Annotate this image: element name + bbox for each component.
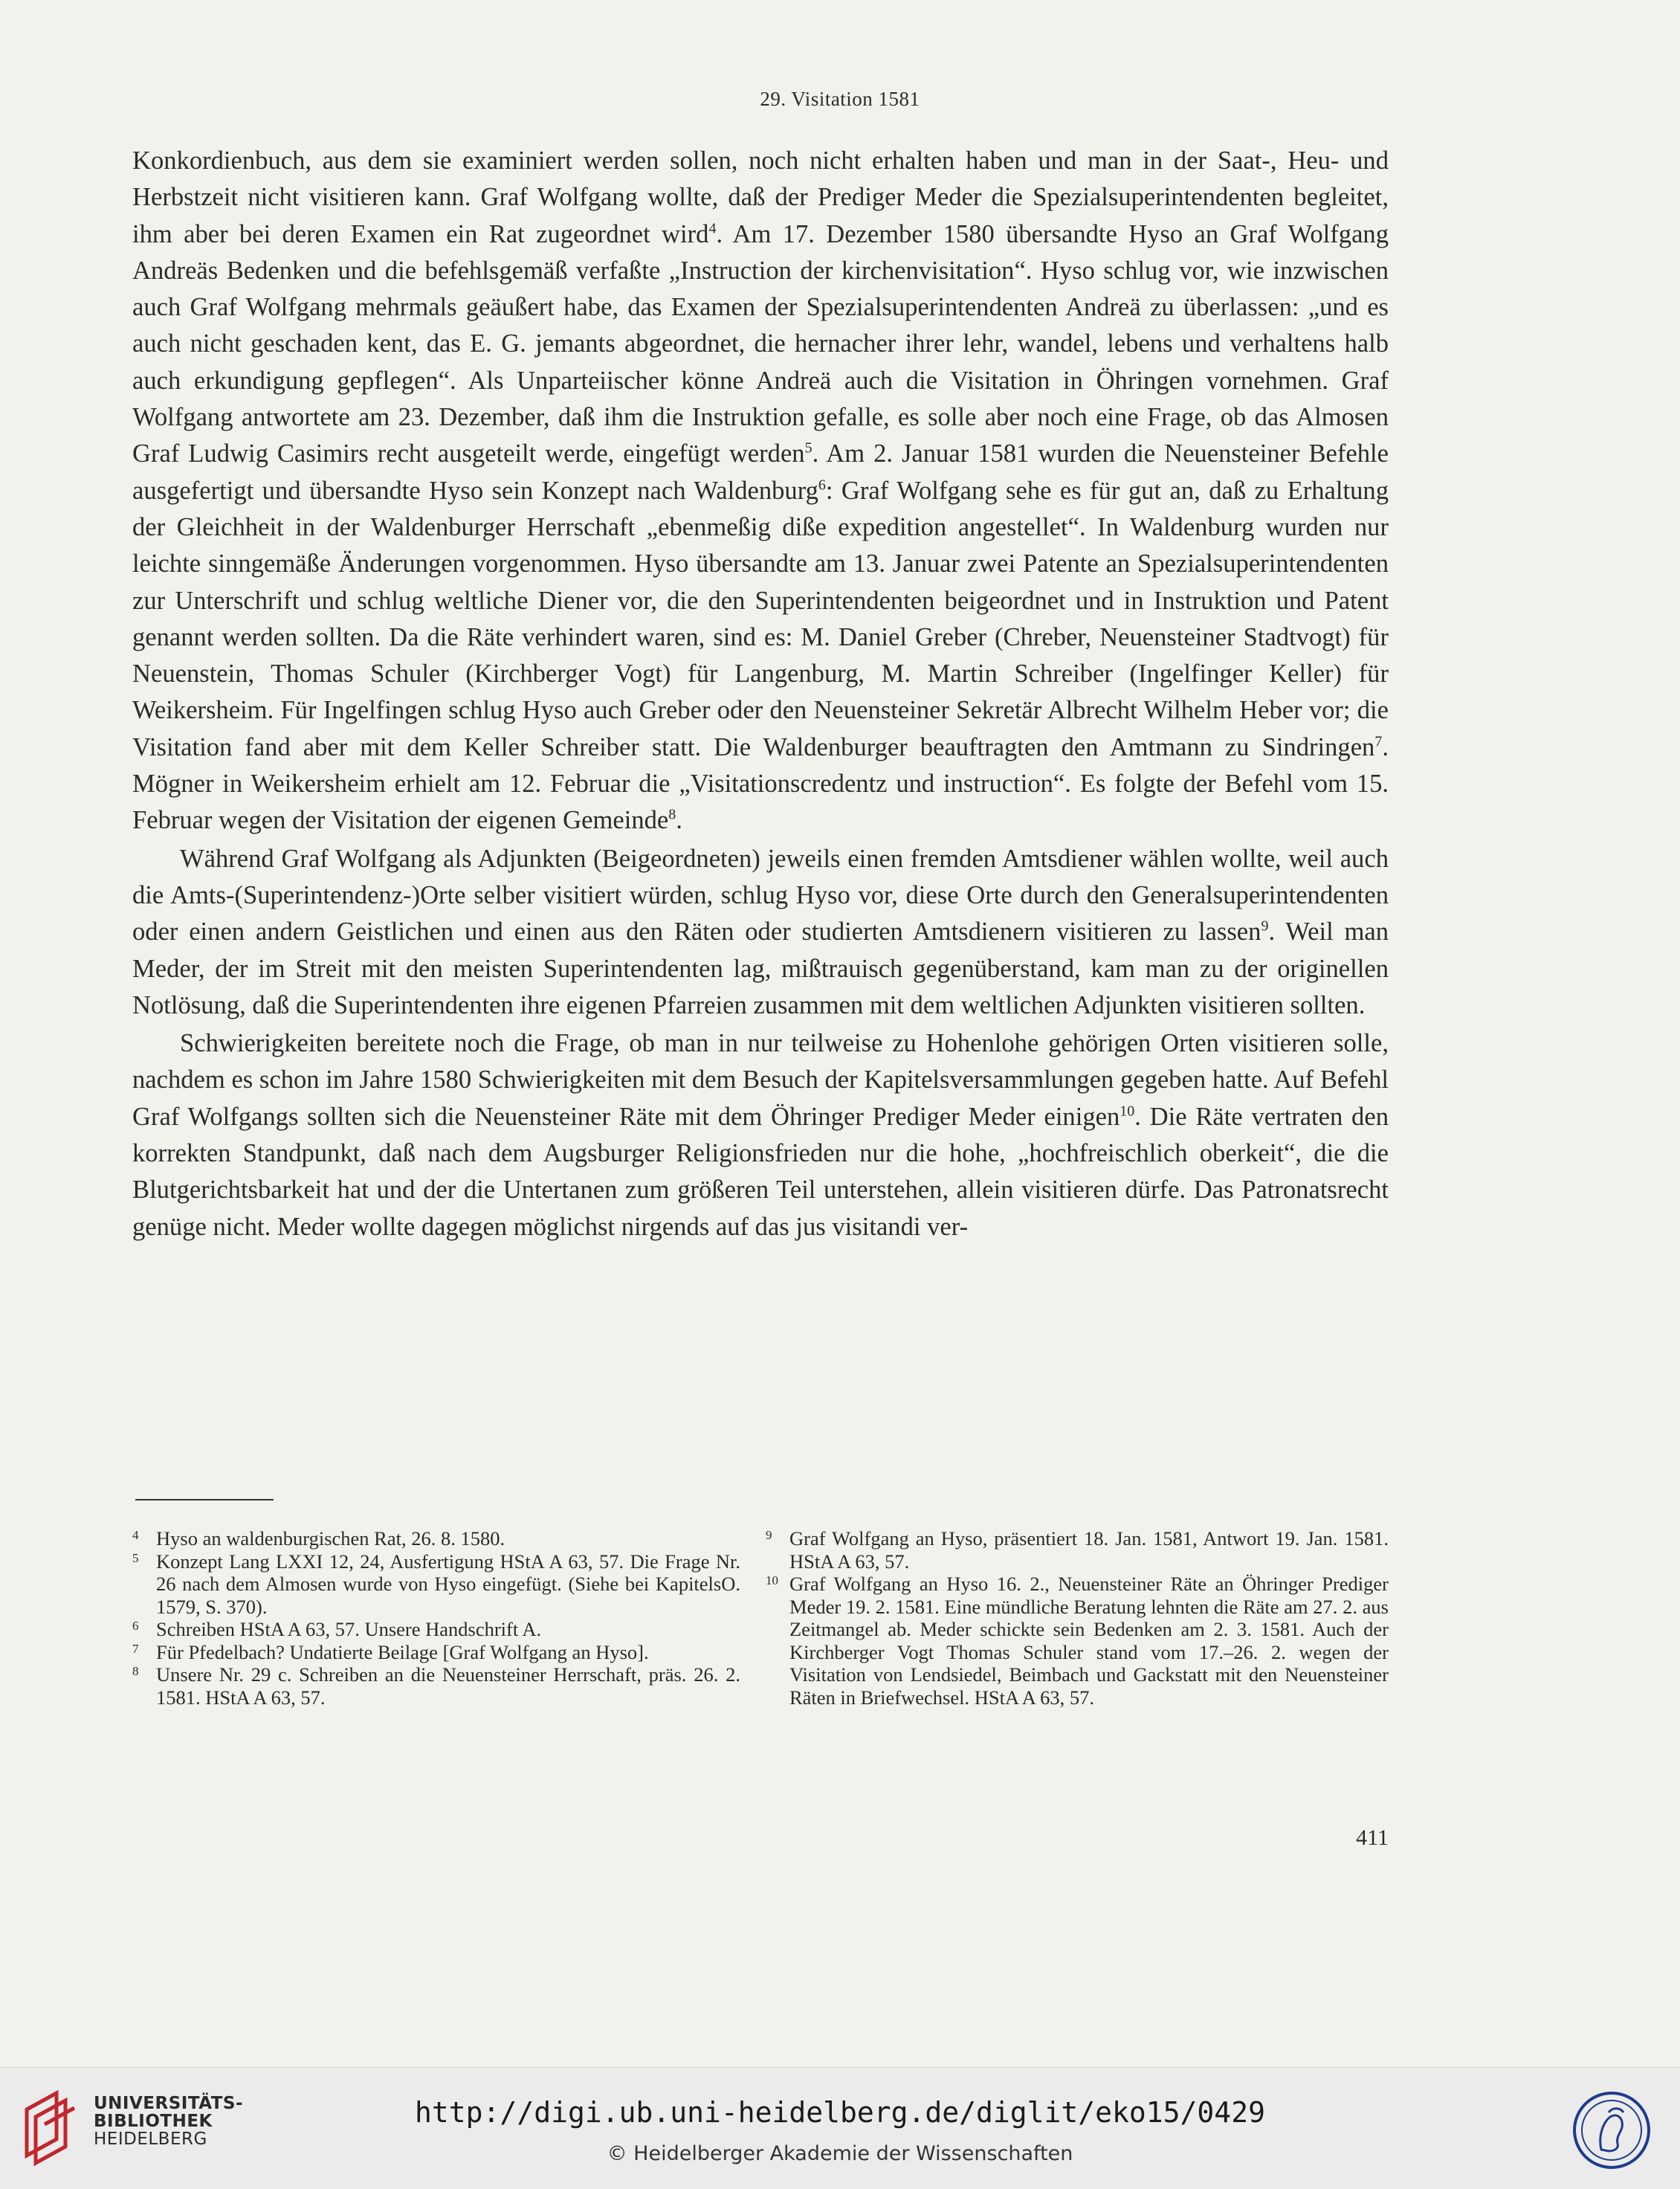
copyright-notice: © Heidelberger Akademie der Wissenschaften	[607, 2142, 1073, 2165]
body-text	[132, 143, 1389, 1245]
paragraph-text: . Am 2. Januar 1581 wurden die Neuensteiner Befehle ausgefertigt und übersandte Hyso sein Konzept nach Waldenburg	[132, 439, 1389, 505]
footnote-number: 5	[132, 1550, 139, 1565]
footnote-number: 9	[766, 1528, 772, 1542]
paragraph-text: : Graf Wolfgang sehe es für gut an, daß zu Erhaltung der Gleichheit in der Waldenburger Herrschaft „ebenmeßig diße expedition angestellet“. In Waldenburg wurden nur leichte sinngemäße Änderungen vorgenommen. Hyso übersandte am 13. Januar zwei Patente an Spezialsuperintendenten zur Unterschrift und schlug weltliche Diener vor, die den Superintendenten beigeordnet und in Instruktion und Patent genannt werden sollten. Da die Räte verhindert waren, sind es: M. Daniel Greber (Chreber, Neuensteiner Stadtvogt) für Neuenstein, Thomas Schuler (Kirchberger Vogt) für Langenburg, M. Martin Schreiber (Ingelfinger Keller) für Weikersheim. Für Ingelfingen schlug Hyso auch Greber oder den Neuensteiner Sekretär Albrecht Wilhelm Heber vor; die Visitation fand aber mit dem Keller Schreiber statt. Die Waldenburger beauftragten den Amtmann zu Sindringen	[132, 476, 1389, 761]
footnote-text: Konzept Lang LXXI 12, 24, Ausfertigung HStA A 63, 57. Die Frage Nr. 26 nach dem Almosen wurde von Hyso eingefügt. (Siehe bei KapitelsO. 1579, S. 370).	[156, 1550, 740, 1618]
logo-line-2: BIBLIOTHEK	[94, 2112, 213, 2131]
paragraph-text: . Weil man Meder, der im Streit mit den meisten Superintendenten lag, mißtrauisch gegenüberstand, kam man zu der originellen Notlösung, daß die Superintendenten ihre eigenen Pfarreien zusammen mit dem weltlichen Adjunkten visitieren sollten.	[132, 918, 1389, 1019]
footnote-rule	[135, 1499, 274, 1500]
footnote-marker[interactable]: 10	[1120, 1103, 1135, 1120]
footnotes-right-column	[766, 1527, 1389, 1709]
footnote-text: Graf Wolfgang an Hyso, präsentiert 18. Jan. 1581, Antwort 19. Jan. 1581. HStA A 63, 57.	[789, 1527, 1389, 1573]
paragraph-text: .	[676, 806, 682, 835]
page-number: 411	[1356, 1825, 1389, 1850]
paragraph-text: . Die Räte vertraten den korrekten Standpunkt, daß nach dem Augsburger Religionsfrieden nur die hohe, „hochfreischlich oberkeit“, die die Blutgerichtsbarkeit hat und der die Untertanen zum größeren Teil unterstehen, allein visitieren dürfe. Das Patronatsrecht genüge nicht. Meder wollte dagegen möglichst nirgends auf das jus visitandi ver-	[132, 1102, 1389, 1241]
viewer-footer-banner	[0, 2067, 1680, 2189]
footnote-number: 6	[132, 1619, 139, 1633]
footnote-number: 8	[132, 1664, 139, 1678]
paragraph-text: Konkordienbuch, aus dem sie examiniert werden sollen, noch nicht erhalten haben und man in der Saat-, Heu- und Herbstzeit nicht visitieren kann. Graf Wolfgang wollte, daß der Prediger Meder die Spezialsuperintendenten begleitet, ihm aber bei deren Examen ein Rat zugeordnet wird	[132, 146, 1389, 248]
logo-line-1: UNIVERSITÄTS-	[94, 2094, 244, 2113]
footnote-marker[interactable]: 6	[818, 477, 826, 494]
paragraph-text: Während Graf Wolfgang als Adjunkten (Beigeordneten) jeweils einen fremden Amtsdiener wählen wollte, weil auch die Amts-(Superintendenz-)Orte selber visitiert würden, schlug Hyso vor, diese Orte durch den Generalsuperintendenten oder einen andern Geistlichen und einen aus den Räten oder studierten Amtsdienern visitieren zu lassen	[132, 844, 1389, 947]
footnote-text: Hyso an waldenburgischen Rat, 26. 8. 1580.	[156, 1527, 505, 1550]
footnote	[132, 1527, 740, 1550]
footnote-text: Unsere Nr. 29 c. Schreiben an die Neuensteiner Herrschaft, präs. 26. 2. 1581. HStA A 63, 57.	[156, 1663, 740, 1709]
paragraph-text: . Mögner in Weikersheim erhielt am 12. Februar die „Visitationscredentz und instruction“. Es folgte der Befehl vom 15. Februar wegen der Visitation der eigenen Gemeinde	[132, 732, 1389, 835]
academy-seal-icon[interactable]	[1571, 2090, 1652, 2170]
paragraph-text: Schwierigkeiten bereitete noch die Frage, ob man in nur teilweise zu Hohenlohe gehörigen Orten visitieren solle, nachdem es schon im Jahre 1580 Schwierigkeiten mit dem Besuch der Kapitelsversammlungen gegeben hatte. Auf Befehl Graf Wolfgangs sollten sich die Neuensteiner Räte mit dem Öhringer Prediger Meder einigen	[132, 1029, 1389, 1131]
logo-line-3: HEIDELBERG	[94, 2130, 207, 2149]
permalink-url[interactable]: http://digi.ub.uni-heidelberg.de/diglit/eko15/0429	[415, 2096, 1265, 2129]
footnote	[766, 1573, 1389, 1709]
footnote	[766, 1527, 1389, 1573]
footnote	[132, 1550, 740, 1619]
footnote-text: Schreiben HStA A 63, 57. Unsere Handschrift A.	[156, 1618, 542, 1640]
footnote-number: 4	[132, 1528, 139, 1542]
paragraph-text: . Am 17. Dezember 1580 übersandte Hyso an Graf Wolfgang Andreäs Bedenken und die befehlsgemäß verfaßte „Instruction der kirchenvisitation“. Hyso schlug vor, wie inzwischen auch Graf Wolfgang mehrmals geäußert habe, das Examen der Spezialsuperintendenten Andreä zu überlassen: „und es auch nicht geschaden kent, das E. G. jemants abgeordnet, die hernacher ihrer lehr, wandel, lebens und verhaltens halb auch erkundigung gepflegen“. Als Unparteiischer könne Andreä auch die Visitation in Öhringen vornehmen. Graf Wolfgang antwortete am 23. Dezember, daß ihm die Instruktion gefalle, es solle aber noch eine Frage, ob das Almosen Graf Ludwig Casimirs recht ausgeteilt werde, eingefügt werden	[132, 219, 1389, 468]
footnotes-left-column	[132, 1527, 740, 1709]
body-paragraph	[132, 1025, 1389, 1245]
footnote	[132, 1641, 740, 1664]
footnote-marker[interactable]: 5	[804, 439, 812, 457]
footnote	[132, 1618, 740, 1641]
footnote-number: 7	[132, 1641, 139, 1656]
footnote-marker[interactable]: 7	[1374, 733, 1383, 750]
footnote-marker[interactable]: 8	[668, 806, 676, 823]
footnote	[132, 1663, 740, 1709]
body-paragraph	[132, 143, 1389, 839]
body-paragraph	[132, 841, 1389, 1024]
running-head: 29. Visitation 1581	[760, 88, 920, 110]
footnote-marker[interactable]: 4	[708, 220, 717, 237]
footnote-marker[interactable]: 9	[1261, 918, 1269, 935]
footnote-text: Graf Wolfgang an Hyso 16. 2., Neuensteiner Räte an Öhringer Prediger Meder 19. 2. 1581. Eine mündliche Beratung lehnten die Räte am 27. 2. aus Zeitmangel ab. Meder schickte sein Bedenken am 2. 3. 1581. Auch der Kirchberger Vogt Thomas Schuler stand vom 17.–26. 2. wegen der Visitation von Lendsiedel, Beimbach und Gackstatt mit den Neuensteiner Räten in Briefwechsel. HStA A 63, 57.	[789, 1573, 1389, 1709]
footnote-text: Für Pfedelbach? Undatierte Beilage [Graf Wolfgang an Hyso].	[156, 1640, 649, 1663]
footnote-number: 10	[766, 1573, 778, 1587]
